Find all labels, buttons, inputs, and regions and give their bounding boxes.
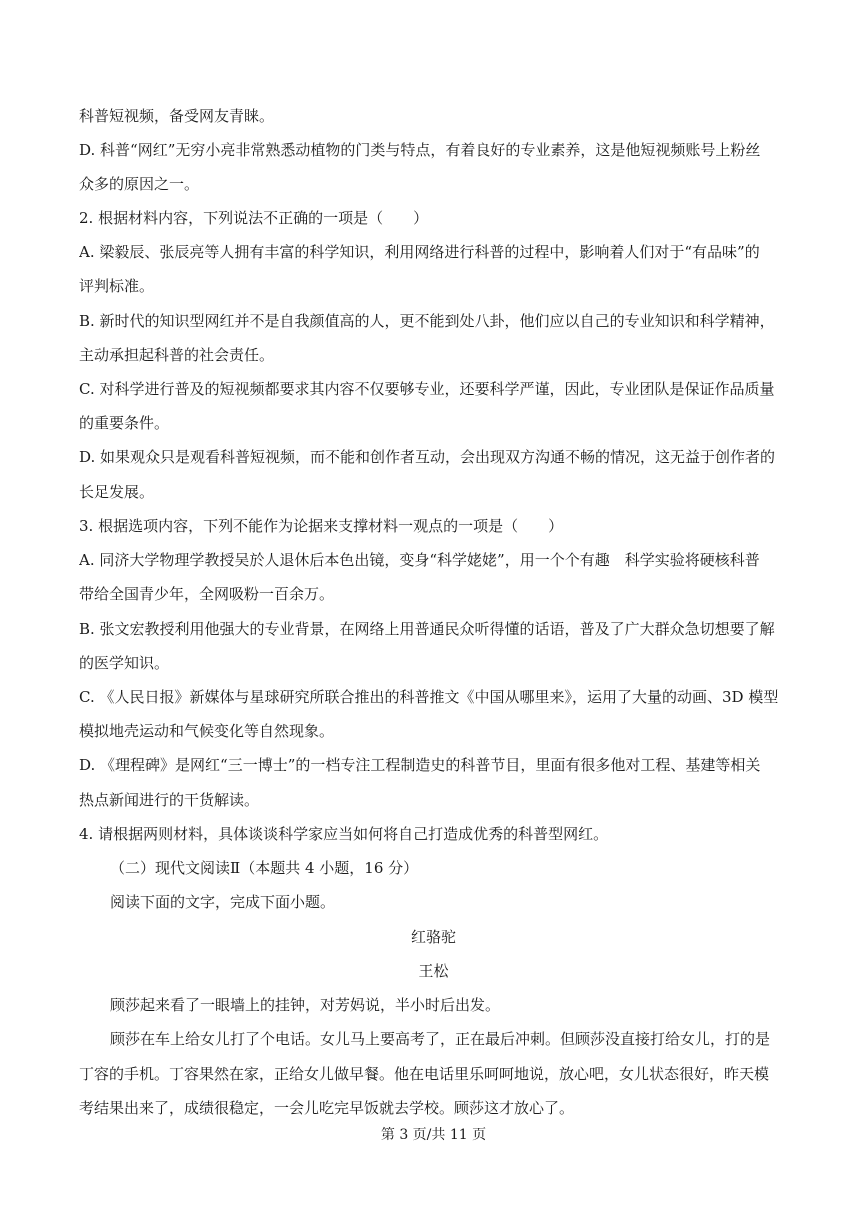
article-author: 王松: [418, 962, 449, 980]
text-line: 众多的原因之一。: [79, 175, 200, 193]
question-4: 4. 请根据两则材料，具体谈谈科学家应当如何将自己打造成优秀的科普型网红。: [79, 825, 609, 843]
instruction: 阅读下面的文字，完成下面小题。: [110, 893, 336, 911]
section-heading: （二）现代文阅读Ⅱ（本题共 4 小题，16 分）: [110, 859, 419, 877]
text-line: 的医学知识。: [79, 654, 170, 672]
question-3: 3. 根据选项内容，下列不能作为论据来支撑材料一观点的一项是（ ）: [79, 517, 564, 535]
option-d-line: D. 科普“网红”无穷小亮非常熟悉动植物的门类与特点，有着良好的专业素养，这是他短视频账号上粉丝: [79, 141, 761, 159]
text-line: 的重要条件。: [79, 414, 170, 432]
option-c-line: C. 对科学进行普及的短视频都要求其内容不仅要够专业，还要科学严谨，因此，专业团队是保证作品质量: [79, 380, 775, 398]
text-line: 模拟地壳运动和气候变化等自然现象。: [79, 722, 335, 740]
text-line: 科普短视频，备受网友青睐。: [79, 107, 275, 125]
paragraph-line: 顾莎在车上给女儿打了个电话。女儿马上要高考了，正在最后冲刺。但顾莎没直接打给女儿，打的是: [110, 1030, 771, 1048]
text-line: 热点新闻进行的干货解读。: [79, 791, 260, 809]
option-d-line: D. 如果观众只是观看科普短视频，而不能和创作者互动，会出现双方沟通不畅的情况，这无益于创作者的: [79, 448, 776, 466]
page-footer: 第 3 页/共 11 页: [380, 1127, 487, 1143]
paragraph-line: 考结果出来了，成绩很稳定，一会儿吃完早饭就去学校。顾莎这才放心了。: [79, 1099, 575, 1117]
question-2: 2. 根据材料内容，下列说法不正确的一项是（ ）: [79, 209, 429, 227]
text-line: 评判标准。: [79, 277, 155, 295]
article-title: 红骆驼: [410, 928, 456, 946]
option-a-line: A. 同济大学物理学教授吴於人退休后本色出镜，变身“科学姥姥”，用一个个有趣 科学实验将硬核科普: [79, 551, 760, 569]
option-d-line: D. 《理程碑》是网红“三一博士”的一档专注工程制造史的科普节目，里面有很多他对工程、基建等相关: [79, 756, 761, 774]
option-a-line: A. 梁毅辰、张辰亮等人拥有丰富的科学知识，利用网络进行科普的过程中，影响着人们对于“有品味”的: [79, 243, 760, 261]
paragraph-line: 丁容的手机。丁容果然在家，正给女儿做早餐。他在电话里乐呵呵地说，放心吧，女儿状态很好，昨天模: [79, 1065, 770, 1083]
option-b-line: B. 新时代的知识型网红并不是自我颜值高的人，更不能到处八卦，他们应以自己的专业知识和科学精神，: [79, 312, 775, 330]
paragraph-line: 顾莎起来看了一眼墙上的挂钟，对芳妈说，半小时后出发。: [110, 996, 501, 1014]
text-line: 长足发展。: [79, 483, 155, 501]
text-line: 带给全国青少年，全网吸粉一百余万。: [79, 585, 335, 603]
option-b-line: B. 张文宏教授利用他强大的专业背景，在网络上用普通民众听得懂的话语，普及了广大群众急切想要了解: [79, 620, 775, 638]
text-line: 主动承担起科普的社会责任。: [79, 346, 275, 364]
option-c-line: C. 《人民日报》新媒体与星球研究所联合推出的科普推文《中国从哪里来》，运用了大量的动画、3D 模型: [79, 688, 779, 706]
